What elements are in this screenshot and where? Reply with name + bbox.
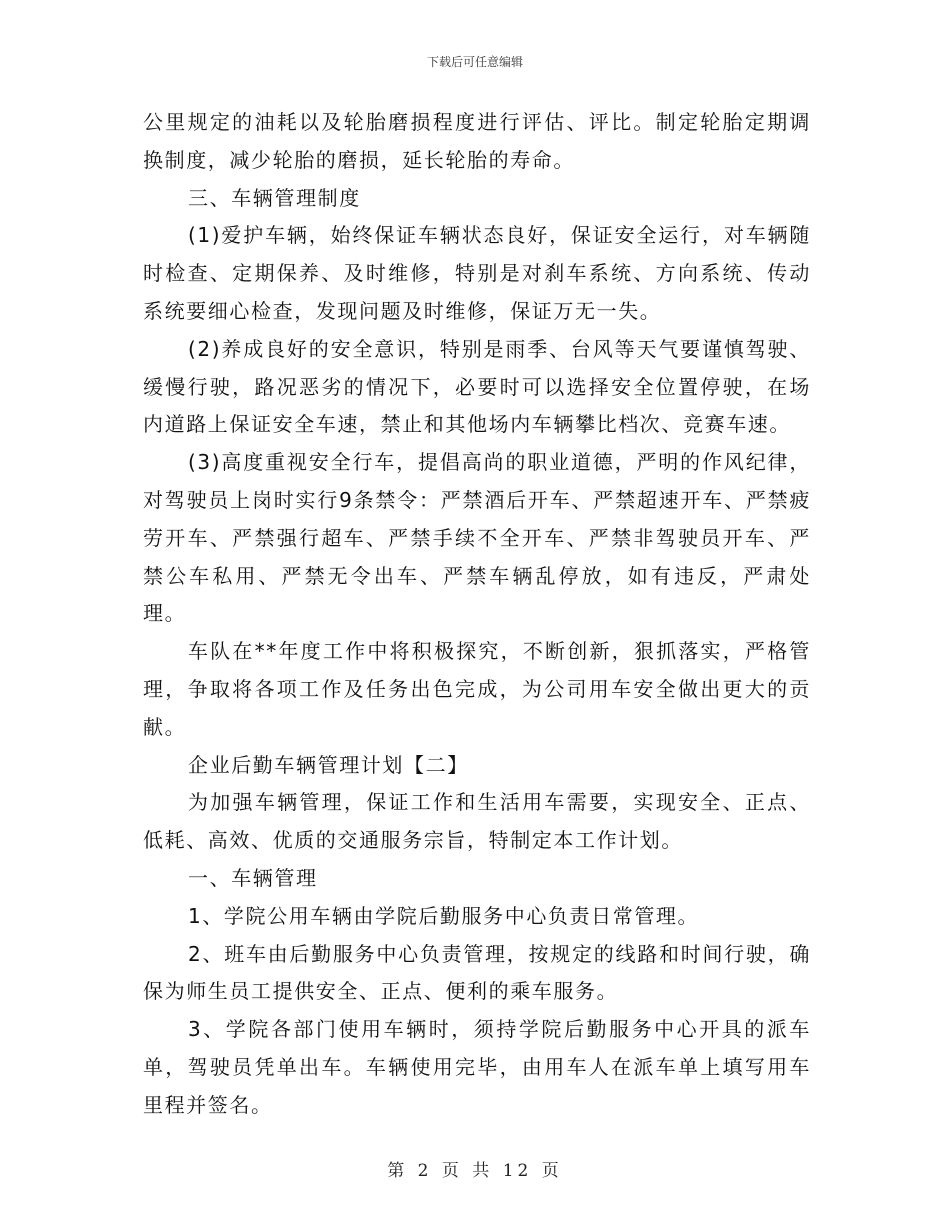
paragraph: (2)养成良好的安全意识，特别是雨季、台风等天气要谨慎驾驶、缓慢行驶，路况恶劣的情况下，必要时可以选择安全位置停驶，在场内道路上保证安全车速，禁止和其他场内车辆攀比档次、竞赛车速。: [143, 336, 811, 437]
paragraph: (3)高度重视安全行车，提倡高尚的职业道德，严明的作风纪律，对驾驶员上岗时实行9条禁令：严禁酒后开车、严禁超速开车、严禁疲劳开车、严禁强行超车、严禁手续不全开车、严禁非驾驶员开车、严禁公车私用、严禁无令出车、严禁车辆乱停放，如有违反，严肃处理。: [143, 450, 811, 626]
section-heading: 一、车辆管理: [188, 865, 318, 890]
paragraph: (1)爱护车辆，始终保证车辆状态良好，保证安全运行，对车辆随时检查、定期保养、及时维修，特别是对刹车系统、方向系统、传动系统要细心检查，发现问题及时维修，保证万无一失。: [143, 223, 811, 323]
page-number-footer: 第 2 页 共 12 页: [387, 1161, 563, 1181]
list-item: 2、班车由后勤服务中心负责管理，按规定的线路和时间行驶，确保为师生员工提供安全、正点、便利的乘车服务。: [143, 941, 811, 1004]
document-subtitle: 企业后勤车辆管理计划【二】: [188, 752, 469, 777]
document-body: [143, 104, 811, 1125]
paragraph: 公里规定的油耗以及轮胎磨损程度进行评估、评比。制定轮胎定期调换制度，减少轮胎的磨损，延长轮胎的寿命。: [143, 110, 811, 172]
list-item: 1、学院公用车辆由学院后勤服务中心负责日常管理。: [188, 903, 700, 928]
list-item: 3、学院各部门使用车辆时，须持学院后勤服务中心开具的派车单，驾驶员凭单出车。车辆使用完毕，由用车人在派车单上填写用车里程并签名。: [143, 1017, 811, 1117]
page-header: 下载后可任意编辑: [426, 55, 523, 69]
section-heading: 三、车辆管理制度: [188, 185, 361, 210]
paragraph: 车队在**年度工作中将积极探究，不断创新，狠抓落实，严格管理，争取将各项工作及任务出色完成，为公司用车安全做出更大的贡献。: [143, 639, 811, 739]
paragraph: 为加强车辆管理，保证工作和生活用车需要，实现安全、正点、低耗、高效、优质的交通服务宗旨，特制定本工作计划。: [143, 790, 811, 853]
